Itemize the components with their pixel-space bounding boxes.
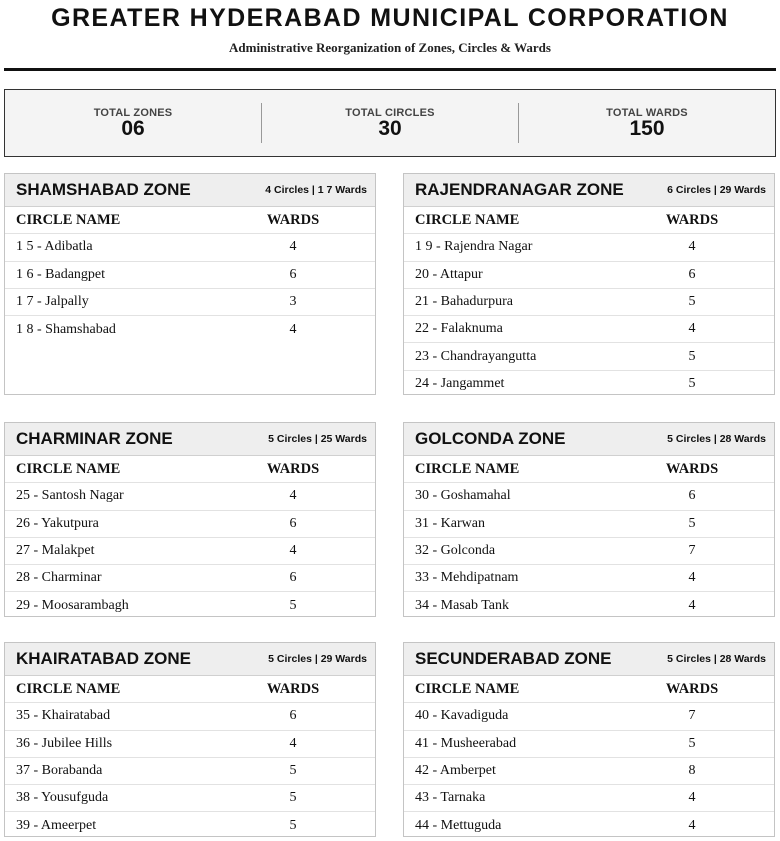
zone-card-golconda [403, 422, 775, 617]
column-header-wards: WARDS [665, 211, 719, 228]
zone-header [5, 423, 375, 456]
circle-name: 39 - Ameerpet [16, 818, 97, 834]
table-row [5, 703, 375, 730]
column-header-circle: CIRCLE NAME [415, 680, 520, 697]
circle-name: 33 - Mehdipatnam [415, 570, 519, 586]
circle-name: 36 - Jubilee Hills [16, 735, 113, 751]
ward-count: 4 [688, 598, 696, 614]
zone-name: SHAMSHABAD ZONE [16, 180, 191, 199]
table-header-row [5, 676, 375, 703]
table-row [404, 289, 774, 316]
circle-name: 44 - Mettuguda [415, 818, 502, 834]
zone-summary: 5 Circles | 25 Wards [268, 433, 367, 445]
circle-name: 30 - Goshamahal [415, 488, 511, 504]
ward-count: 3 [289, 294, 297, 310]
circle-name: 31 - Karwan [415, 515, 485, 531]
ward-count: 5 [688, 515, 696, 531]
ward-count: 6 [688, 266, 696, 282]
zone-name: GOLCONDA ZONE [415, 429, 566, 448]
column-header-wards: WARDS [665, 680, 719, 697]
zone-card-shamshabad [4, 173, 376, 395]
zone-summary: 6 Circles | 29 Wards [667, 184, 766, 196]
circle-name: 40 - Kavadiguda [415, 708, 509, 724]
table-row [5, 731, 375, 758]
circle-name: 35 - Khairatabad [16, 708, 111, 724]
table-header-row [404, 207, 774, 234]
table-row [5, 483, 375, 510]
table-row [5, 758, 375, 785]
table-row [5, 812, 375, 839]
table-row [404, 731, 774, 758]
ward-count: 6 [289, 266, 297, 282]
zone-card-rajendranagar [403, 173, 775, 395]
table-row [404, 343, 774, 370]
table-row [5, 316, 375, 343]
zone-card-khairatabad [4, 642, 376, 837]
ward-count: 4 [688, 239, 696, 255]
circle-name: 37 - Borabanda [16, 763, 103, 779]
circle-name: 1 7 - Jalpally [16, 294, 89, 310]
ward-count: 5 [289, 818, 297, 834]
table-row [5, 538, 375, 565]
table-row [404, 565, 774, 592]
column-header-circle: CIRCLE NAME [16, 680, 121, 697]
ward-count: 4 [688, 321, 696, 337]
table-row [404, 371, 774, 398]
zone-name: KHAIRATABAD ZONE [16, 649, 192, 668]
ward-count: 6 [289, 515, 297, 531]
stat-label: TOTAL CIRCLES [345, 107, 435, 119]
circle-name: 34 - Masab Tank [415, 598, 510, 614]
ward-count: 5 [688, 348, 696, 364]
stat-value: 150 [629, 117, 665, 140]
table-row [5, 289, 375, 316]
circle-name: 41 - Musheerabad [415, 735, 517, 751]
table-row [404, 234, 774, 261]
zone-header [404, 423, 774, 456]
zone-card-charminar [4, 422, 376, 617]
circle-name: 21 - Bahadurpura [415, 294, 513, 310]
zone-header [5, 643, 375, 676]
zone-name: RAJENDRANAGAR ZONE [415, 180, 624, 199]
ward-count: 6 [688, 488, 696, 504]
circle-name: 43 - Tarnaka [415, 790, 486, 806]
table-row [5, 511, 375, 538]
column-header-wards: WARDS [266, 680, 320, 697]
zone-header [5, 174, 375, 207]
table-header-row [5, 456, 375, 483]
column-header-wards: WARDS [665, 460, 719, 477]
column-header-circle: CIRCLE NAME [16, 460, 121, 477]
zone-summary: 5 Circles | 28 Wards [667, 653, 766, 665]
zone-name: CHARMINAR ZONE [16, 429, 173, 448]
ward-count: 4 [688, 570, 696, 586]
circle-name: 26 - Yakutpura [16, 515, 99, 531]
page-subtitle: Administrative Reorganization of Zones, Circles & Wards [229, 40, 551, 55]
table-row [404, 316, 774, 343]
table-row [404, 538, 774, 565]
ward-count: 4 [289, 321, 297, 337]
ward-count: 7 [688, 708, 696, 724]
circle-name: 1 8 - Shamshabad [16, 321, 116, 337]
stat-total-circles [262, 107, 518, 139]
table-row [404, 758, 774, 785]
table-row [404, 812, 774, 839]
ward-count: 4 [289, 735, 297, 751]
ward-count: 5 [688, 735, 696, 751]
circle-name: 24 - Jangammet [415, 376, 505, 392]
summary-stats-panel [4, 89, 776, 157]
circle-name: 29 - Moosarambagh [16, 598, 129, 614]
circle-name: 20 - Attapur [415, 266, 483, 282]
stat-label: TOTAL ZONES [93, 107, 173, 119]
stat-label: TOTAL WARDS [606, 107, 688, 119]
table-row [404, 703, 774, 730]
stat-total-zones [5, 107, 261, 139]
circle-name: 38 - Yousufguda [16, 790, 109, 806]
zone-card-secunderabad [403, 642, 775, 837]
column-header-circle: CIRCLE NAME [415, 211, 520, 228]
ward-count: 4 [688, 790, 696, 806]
circle-name: 22 - Falaknuma [415, 321, 503, 337]
zone-name: SECUNDERABAD ZONE [415, 649, 612, 668]
column-header-circle: CIRCLE NAME [415, 460, 520, 477]
zone-summary: 5 Circles | 28 Wards [667, 433, 766, 445]
table-row [404, 483, 774, 510]
zone-summary: 4 Circles | 1 7 Wards [265, 184, 367, 196]
circle-name: 1 9 - Rajendra Nagar [415, 239, 533, 255]
header-divider [4, 68, 776, 71]
zone-header [404, 643, 774, 676]
stat-value: 06 [121, 117, 145, 140]
circle-name: 23 - Chandrayangutta [415, 348, 537, 364]
circle-name: 25 - Santosh Nagar [16, 488, 124, 504]
column-header-wards: WARDS [266, 460, 320, 477]
ward-count: 4 [289, 543, 297, 559]
table-row [5, 234, 375, 261]
ward-count: 7 [688, 543, 696, 559]
table-row [5, 785, 375, 812]
table-header-row [404, 676, 774, 703]
table-row [5, 565, 375, 592]
table-row [5, 592, 375, 619]
ward-count: 5 [289, 790, 297, 806]
zone-summary: 5 Circles | 29 Wards [268, 653, 367, 665]
ward-count: 5 [289, 763, 297, 779]
circle-name: 1 5 - Adibatla [16, 239, 93, 255]
zone-header [404, 174, 774, 207]
circle-name: 27 - Malakpet [16, 543, 95, 559]
ward-count: 4 [688, 818, 696, 834]
table-header-row [404, 456, 774, 483]
circle-name: 32 - Golconda [415, 543, 496, 559]
ward-count: 5 [688, 376, 696, 392]
circle-name: 28 - Charminar [16, 570, 102, 586]
table-row [5, 262, 375, 289]
circle-name: 42 - Amberpet [415, 763, 496, 779]
column-header-circle: CIRCLE NAME [16, 211, 121, 228]
table-row [404, 785, 774, 812]
table-header-row [5, 207, 375, 234]
table-row [404, 592, 774, 619]
circle-name: 1 6 - Badangpet [16, 266, 106, 282]
ward-count: 8 [688, 763, 696, 779]
stat-value: 30 [378, 117, 402, 140]
page-title: GREATER HYDERABAD MUNICIPAL CORPORATION [51, 4, 729, 32]
ward-count: 6 [289, 570, 297, 586]
ward-count: 4 [289, 488, 297, 504]
column-header-wards: WARDS [266, 211, 320, 228]
ward-count: 5 [688, 294, 696, 310]
table-row [404, 262, 774, 289]
table-row [404, 511, 774, 538]
ward-count: 6 [289, 708, 297, 724]
ward-count: 4 [289, 239, 297, 255]
ward-count: 5 [289, 598, 297, 614]
stat-total-wards [519, 107, 775, 139]
